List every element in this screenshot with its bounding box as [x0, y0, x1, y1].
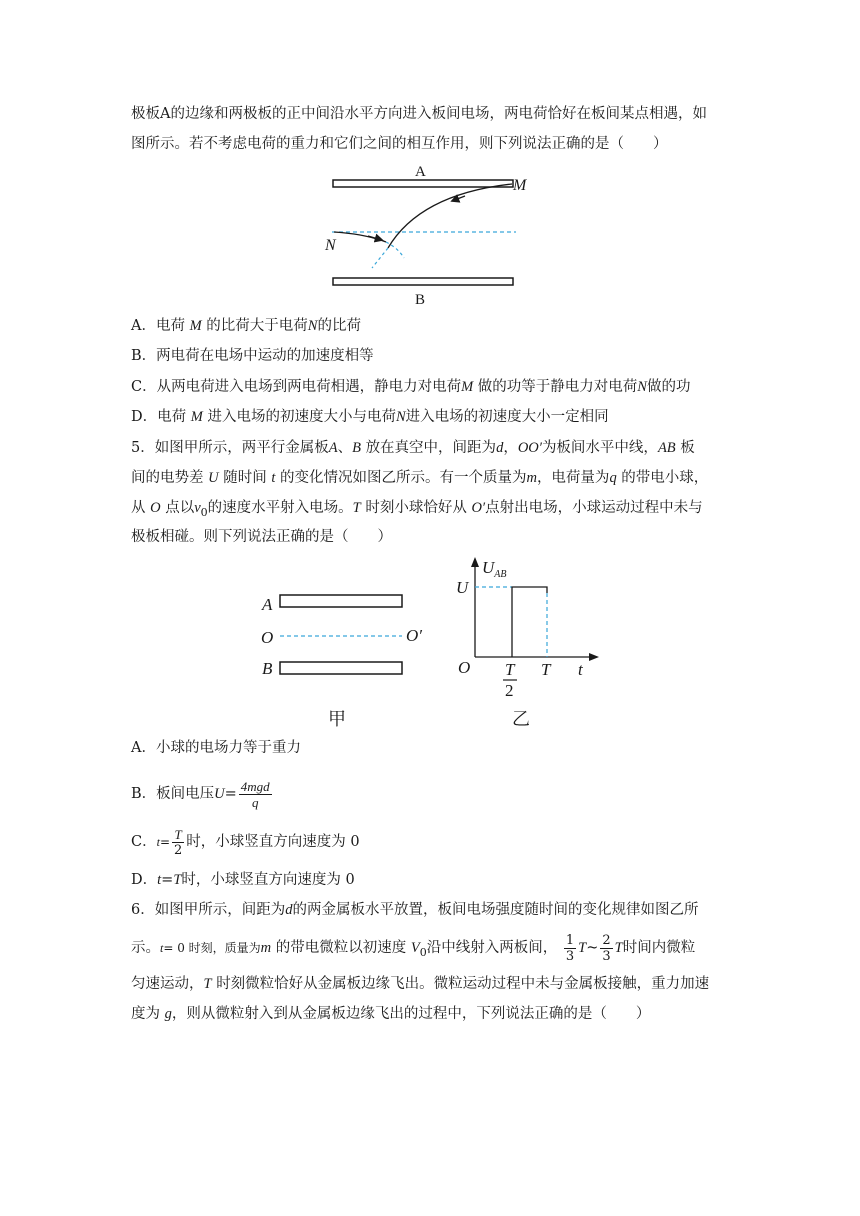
- q4-option-c: C．从两电荷进入电场到两电荷相遇，静电力对电荷M 做的功等于静电力对电荷N做的功: [131, 379, 691, 395]
- q4-stem-line-1: 极板A的边缘和两极板的正中间沿水平方向进入板间电场，两电荷恰好在板间某点相遇，如: [131, 106, 707, 122]
- voltage-step: [512, 587, 547, 657]
- q5-option-d: D．t=T时，小球竖直方向速度为 0: [131, 872, 355, 888]
- plate-a-label: A: [415, 164, 426, 180]
- label-a: A: [262, 595, 273, 614]
- q4-option-a: A．电荷 M 的比荷大于电荷N的比荷: [131, 318, 361, 334]
- trajectory-m: [388, 184, 512, 248]
- u-axis-arrow: [471, 557, 479, 567]
- q4-option-d: D．电荷 M 进入电场的初速度大小与电荷N进入电场的初速度大小一定相同: [131, 409, 609, 425]
- q5-option-a: A．小球的电场力等于重力: [131, 740, 301, 756]
- arrow-n: [368, 236, 382, 240]
- charge-n-label: N: [325, 237, 336, 254]
- t-label: T: [541, 660, 551, 679]
- charge-m-label: M: [513, 177, 527, 194]
- q5-stem-line-1: 5．如图甲所示，两平行金属板A、B 放在真空中，间距为d，OO′为板间水平中线，AB 板: [131, 440, 695, 456]
- label-b: B: [262, 659, 273, 678]
- q5-figure-b: [450, 553, 610, 731]
- q6-stem-line-4: 度为 g，则从微粒射入到从金属板边缘飞出的过程中，下列说法正确的是（ ）: [131, 1006, 651, 1022]
- t-axis-arrow: [589, 653, 599, 661]
- plate-b: [280, 662, 402, 674]
- t-half-num: T: [505, 660, 515, 679]
- origin-label: O: [458, 658, 471, 677]
- q5-stem-line-2: 间的电势差 U 随时间 t 的变化情况如图乙所示。有一个质量为m，电荷量为q 的带电小球，: [131, 470, 709, 486]
- q6-stem-line-1: 6．如图甲所示，间距为d的两金属板水平放置，板间电场强度随时间的变化规律如图乙所: [131, 902, 699, 918]
- q5-stem-line-3: 从 O 点以$v_0$的速度水平射入电场。T 时刻小球恰好从 O′点射出电场，小球运动过程中未与: [131, 500, 703, 519]
- q5-option-b: B．板间电压U= $\frac{\text{4mgd}}{q}$: [131, 778, 270, 810]
- q4-option-b: B．两电荷在电场中运动的加速度相等: [131, 348, 374, 364]
- plate-a: [280, 595, 402, 607]
- trajectory-n: [334, 232, 386, 242]
- t-axis-label: t: [578, 660, 583, 679]
- q6-stem-line-3: 匀速运动，T 时刻微粒恰好从金属板边缘飞出。微粒运动过程中未与金属板接触，重力加速: [131, 976, 710, 992]
- q6-stem-line-2: 示。t= 0 时刻，质量为m 的带电微粒以初速度 $V_0$沿中线射入两板间， $\frac{1}{3}$ T~ $\frac{2}{3}$ T时间内微粒: [131, 932, 696, 964]
- caption-yi: 乙: [512, 709, 530, 730]
- plate-b: [333, 278, 513, 285]
- label-o: O: [261, 628, 274, 647]
- t-half-den: 2: [505, 681, 514, 700]
- plate-a: [333, 180, 513, 187]
- q5-option-c: C．t= $\frac{T}{2}$ 时，小球竖直方向速度为 0: [131, 826, 360, 858]
- caption-jia: 甲: [328, 709, 346, 730]
- u-label: U: [456, 578, 469, 597]
- q5-stem-line-4: 极板相碰。则下列说法正确的是（ ）: [131, 529, 392, 545]
- extension-dashed: [372, 242, 404, 268]
- u-axis-label: $U_{AB}$: [482, 558, 507, 580]
- q4-stem-line-2: 图所示。若不考虑电荷的重力和它们之间的相互作用，则下列说法正确的是（ ）: [131, 136, 668, 152]
- q5-figure-a: [255, 580, 435, 730]
- q4-figure: [320, 160, 540, 310]
- plate-b-label: B: [415, 292, 426, 308]
- label-o-prime: O′: [406, 626, 422, 645]
